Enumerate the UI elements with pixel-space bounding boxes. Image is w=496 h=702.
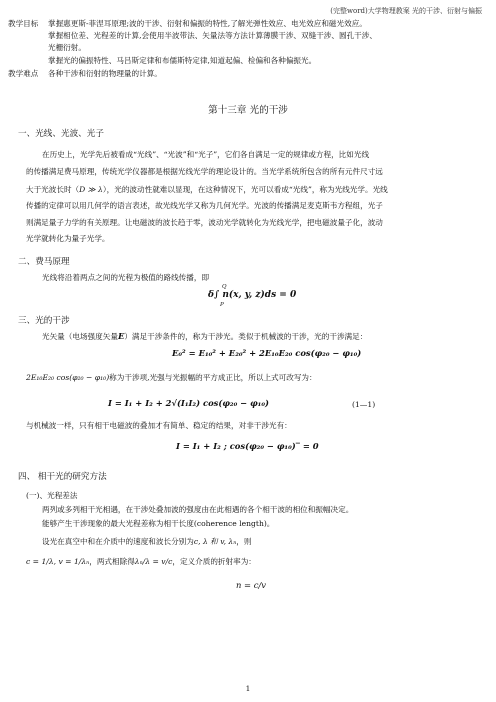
- text-fragment: ，定义介质的折射率为：: [172, 557, 256, 566]
- difficulty-label: 教学难点: [8, 69, 39, 78]
- fermat-equation: δ∫ n(x, y, z)ds = 0: [208, 290, 297, 300]
- chapter-title: 第十三章 光的干涉: [208, 105, 288, 116]
- refractive-index-equation: n = c/v: [236, 580, 266, 590]
- section-4-title: 四、 相干光的研究方法: [18, 472, 107, 482]
- text-fragment: 大于光波长时（: [26, 185, 80, 194]
- section-1-paragraph-line: [26, 184, 388, 195]
- text-fragment: 光矢量（电场强度矢量: [42, 332, 118, 341]
- objectives-line-4: 掌握光的偏振特性、马吕斯定律和布儒斯特定律,知道起偏、检偏和各种偏振光。: [48, 56, 317, 65]
- page-number: 1: [245, 684, 251, 693]
- section-2-paragraph: 光线将沿着两点之间的光程为极值的路线传播，即: [42, 273, 210, 282]
- text-fragment: ）满足干涉条件的，称为干涉光。类似于机械波的干涉，光的干涉满足：: [124, 332, 368, 341]
- text-fragment: ，两式相除得: [89, 557, 135, 566]
- interference-equation-2: I = I₁ + I₂ + 2√(I₁I₂) cos(φ₂₀ − φ₁₀): [108, 398, 269, 408]
- subsection-title: (一)、光程差法: [26, 491, 78, 500]
- section-4-paragraph-line: 能够产生干涉现象的最大光程差称为相干长度(coherence length)。: [42, 519, 275, 528]
- text-fragment: 称为干涉项,光强与光振幅的平方成正比，所以上式可改写为：: [109, 373, 317, 382]
- section-1-paragraph-line: 传播的定律可以用几何学的语言表述，故光线光学又称为几何光学。光波的传播满足麦克斯韦方程组，光子: [26, 201, 383, 210]
- section-1-paragraph-line: 的传播满足费马原理，传统光学仪器都是根据光线光学的理论设计的。当光学系统所包含的所有元件尺寸远: [26, 167, 383, 176]
- inline-formula: D ≫ λ: [79, 185, 103, 194]
- equation-number: (1—1): [352, 400, 376, 409]
- section-4-paragraph-line: [42, 536, 251, 547]
- interference-equation-3: I = I₁ + I₂ ; cos(φ₂₀ − φ₁₀)‾ = 0: [176, 441, 319, 451]
- objectives-label: 教学目标: [8, 19, 39, 28]
- inline-formula: c, λ 和 v, λₙ: [193, 537, 237, 546]
- text-fragment: ），光的波动性就难以显现，在这种情况下，光可以看成“光线”，称为光线光学。光线: [102, 185, 388, 194]
- section-3-paragraph-line: [42, 331, 367, 342]
- section-1-paragraph-line: 在历史上，光学先后被看成“光线”、“光波”和“光子”，它们各自满足一定的规律或方程，比如光线: [42, 150, 370, 159]
- integral-lower-limit: P: [220, 302, 224, 308]
- section-1-title: 一、光线、光波、光子: [18, 129, 104, 139]
- objectives-line-2: 掌握相位差、光程差的计算,会使用半波带法、矢量法等方法计算薄膜干涉、双缝干涉、圆孔干涉、: [48, 31, 377, 40]
- section-3-paragraph-line: [26, 372, 317, 383]
- inline-formula: E: [117, 331, 125, 341]
- interference-equation-1: E₀² = E₁₀² + E₂₀² + 2E₁₀E₂₀ cos(φ₂₀ − φ₁₀): [172, 348, 362, 358]
- section-1-paragraph-line: 光学就转化为量子光学。: [26, 234, 110, 243]
- section-2-title: 二、费马原理: [18, 257, 70, 267]
- interference-term: 2E₁₀E₂₀ cos(φ₂₀ − φ₁₀): [26, 373, 110, 382]
- section-3-paragraph-line: 与机械波一样，只有相干电磁波的叠加才有简单、稳定的结果，对非干涉光有：: [26, 421, 292, 430]
- text-fragment: 设光在真空中和在介质中的速度和波长分别为: [42, 537, 194, 546]
- page-header: (完整word)大学物理教案 光的干涉、衍射与偏振: [330, 7, 482, 15]
- objectives-line-3: 光栅衍射。: [48, 43, 86, 52]
- text-fragment: ，则: [236, 537, 252, 546]
- section-4-paragraph-line: 两列或多列相干光相遇，在干涉处叠加波的强度由在此相遇的各个相干波的相位和振幅决定。: [42, 505, 354, 514]
- section-4-paragraph-line: [26, 556, 256, 567]
- inline-formula: c = 1/λ, v = 1/λₙ: [26, 557, 90, 566]
- section-3-title: 三、光的干涉: [18, 316, 70, 326]
- integral-upper-limit: Q: [222, 284, 227, 290]
- inline-formula: λₙ/λ = v/c: [134, 557, 173, 566]
- objectives-line-1: 掌握惠更斯-菲涅耳原理;波的干涉、衍射和偏振的特性,了解光弹性效应、电光效应和磁光效应。: [48, 19, 367, 28]
- difficulty-text: 各种干涉和衍射的物理量的计算。: [48, 69, 162, 78]
- section-1-paragraph-line: 则满足量子力学的有关原理。让电磁波的波长趋于零，波动光学就转化为光线光学，把电磁波量子化，波动: [26, 218, 383, 227]
